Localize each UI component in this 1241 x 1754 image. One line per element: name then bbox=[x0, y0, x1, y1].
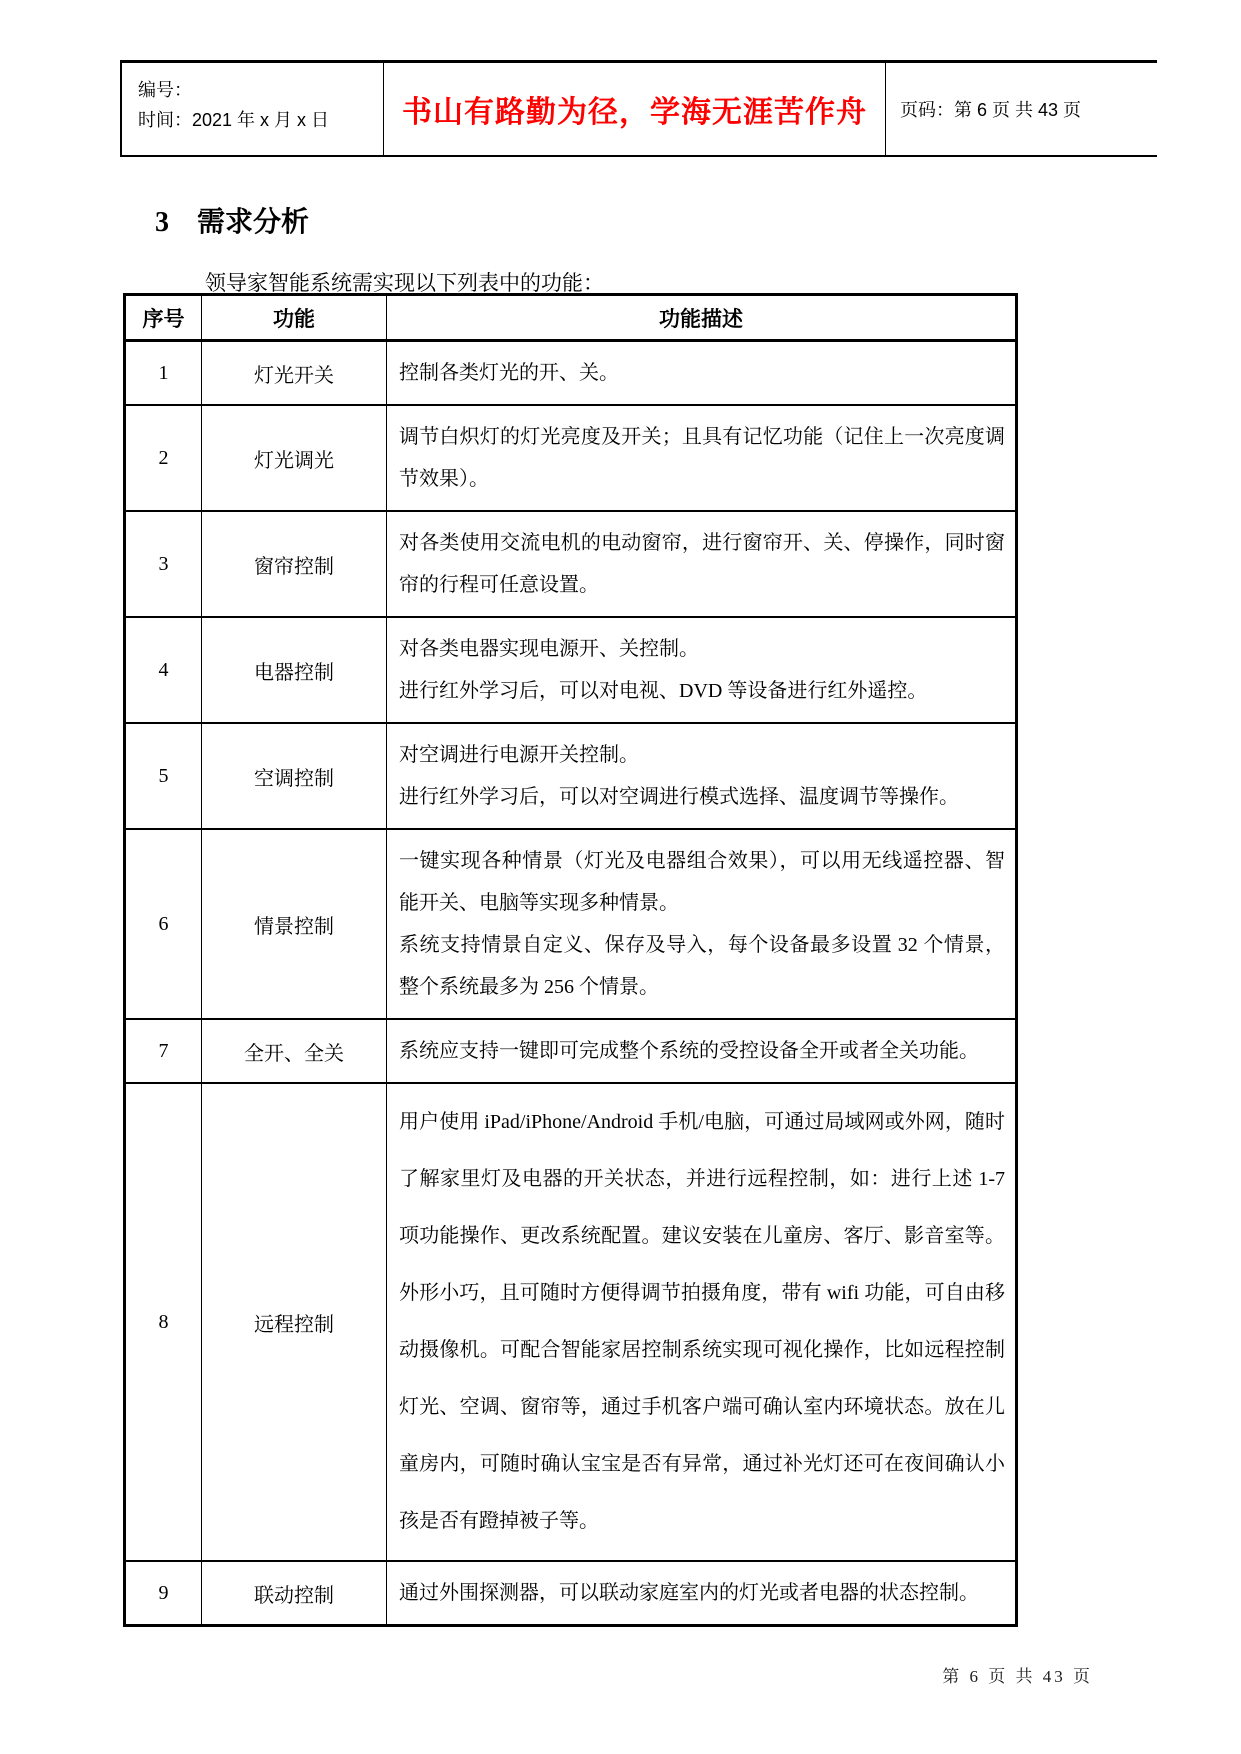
function-name-cell: 全开、全关 bbox=[202, 1019, 387, 1083]
table-row bbox=[125, 1083, 1017, 1561]
description-paragraph: 对各类使用交流电机的电动窗帘，进行窗帘开、关、停操作，同时窗帘的行程可任意设置。 bbox=[399, 532, 1005, 596]
function-description-cell bbox=[387, 511, 1017, 617]
function-description-cell bbox=[387, 1083, 1017, 1561]
header-page-label: 页码：第 6 页 共 43 页 bbox=[900, 100, 1082, 120]
function-name-cell: 情景控制 bbox=[202, 829, 387, 1019]
row-number-cell: 9 bbox=[125, 1561, 202, 1626]
heading-number: 3 bbox=[155, 206, 169, 238]
table-row bbox=[125, 511, 1017, 617]
table-row bbox=[125, 341, 1017, 406]
description-paragraph: 调节白炽灯的灯光亮度及开关；且具有记忆功能（记住上一次亮度调节效果）。 bbox=[399, 426, 1005, 490]
row-number-cell: 1 bbox=[125, 341, 202, 406]
function-description-cell bbox=[387, 341, 1017, 406]
intro-text: 领导家智能系统需实现以下列表中的功能： bbox=[205, 271, 604, 295]
function-name-cell: 空调控制 bbox=[202, 723, 387, 829]
function-name-cell: 电器控制 bbox=[202, 617, 387, 723]
header-meta-cell bbox=[122, 63, 384, 155]
row-number-cell: 6 bbox=[125, 829, 202, 1019]
description-paragraph: 进行红外学习后，可以对电视、DVD 等设备进行红外遥控。 bbox=[399, 680, 928, 702]
description-paragraph: 用户使用 iPad/iPhone/Android 手机/电脑，可通过局域网或外网，随时了解家里灯及电器的开关状态，并进行远程控制，如：进行上述 1-7 项功能操作、更改系统配置。建议安装在儿童房、客厅、影音室等。外形小巧，且可随时方便得调节拍摄角度，带有 wifi 功能，可自由移动摄像机。可配合智能家居控制系统实现可视化操作，比如远程控制灯光、空调、窗帘等，通过手机客户端可确认室内环境状态。放在儿童房内，可随时确认宝宝是否有异常，通过补光灯还可在夜间确认小孩是否有蹬掉被子等。 bbox=[399, 1111, 1005, 1532]
function-name-cell: 灯光开关 bbox=[202, 341, 387, 406]
row-number-cell: 8 bbox=[125, 1083, 202, 1561]
header-id-label: 编号： bbox=[138, 80, 192, 100]
header-date-label: 时间：2021 年 x 月 x 日 bbox=[138, 110, 330, 130]
row-number-cell: 2 bbox=[125, 405, 202, 511]
description-paragraph: 系统应支持一键即可完成整个系统的受控设备全开或者全关功能。 bbox=[399, 1040, 979, 1062]
description-paragraph: 进行红外学习后，可以对空调进行模式选择、温度调节等操作。 bbox=[399, 786, 959, 808]
table-row bbox=[125, 829, 1017, 1019]
description-paragraph: 对空调进行电源开关控制。 bbox=[399, 744, 639, 766]
table-row bbox=[125, 405, 1017, 511]
function-description-cell bbox=[387, 723, 1017, 829]
column-header-description: 功能描述 bbox=[387, 295, 1017, 341]
function-name-cell: 联动控制 bbox=[202, 1561, 387, 1626]
function-description-cell bbox=[387, 829, 1017, 1019]
table-header-row bbox=[125, 295, 1017, 341]
row-number-cell: 5 bbox=[125, 723, 202, 829]
requirements-table-body bbox=[125, 341, 1017, 1626]
heading-title: 需求分析 bbox=[197, 206, 310, 238]
row-number-cell: 3 bbox=[125, 511, 202, 617]
description-paragraph: 控制各类灯光的开、关。 bbox=[399, 362, 619, 384]
description-paragraph: 系统支持情景自定义、保存及导入，每个设备最多设置 32 个情景，整个系统最多为 256 个情景。 bbox=[399, 934, 1005, 998]
description-paragraph: 对各类电器实现电源开、关控制。 bbox=[399, 638, 699, 660]
table-row bbox=[125, 617, 1017, 723]
table-row bbox=[125, 1019, 1017, 1083]
column-header-function: 功能 bbox=[202, 295, 387, 341]
page-header-box bbox=[120, 60, 1157, 157]
function-description-cell bbox=[387, 1561, 1017, 1626]
function-description-cell bbox=[387, 405, 1017, 511]
section-heading bbox=[155, 200, 309, 240]
description-paragraph: 一键实现各种情景（灯光及电器组合效果），可以用无线遥控器、智能开关、电脑等实现多种情景。 bbox=[399, 850, 1005, 914]
row-number-cell: 4 bbox=[125, 617, 202, 723]
function-description-cell bbox=[387, 617, 1017, 723]
table-row bbox=[125, 723, 1017, 829]
function-name-cell: 远程控制 bbox=[202, 1083, 387, 1561]
header-motto: 书山有路勤为径，学海无涯苦作舟 bbox=[384, 63, 886, 155]
column-header-no: 序号 bbox=[125, 295, 202, 341]
table-row bbox=[125, 1561, 1017, 1626]
function-description-cell bbox=[387, 1019, 1017, 1083]
row-number-cell: 7 bbox=[125, 1019, 202, 1083]
page-footer: 第 6 页 共 43 页 bbox=[942, 1667, 1093, 1686]
requirements-table bbox=[123, 293, 1018, 1627]
function-name-cell: 窗帘控制 bbox=[202, 511, 387, 617]
function-name-cell: 灯光调光 bbox=[202, 405, 387, 511]
description-paragraph: 通过外围探测器，可以联动家庭室内的灯光或者电器的状态控制。 bbox=[399, 1582, 979, 1604]
